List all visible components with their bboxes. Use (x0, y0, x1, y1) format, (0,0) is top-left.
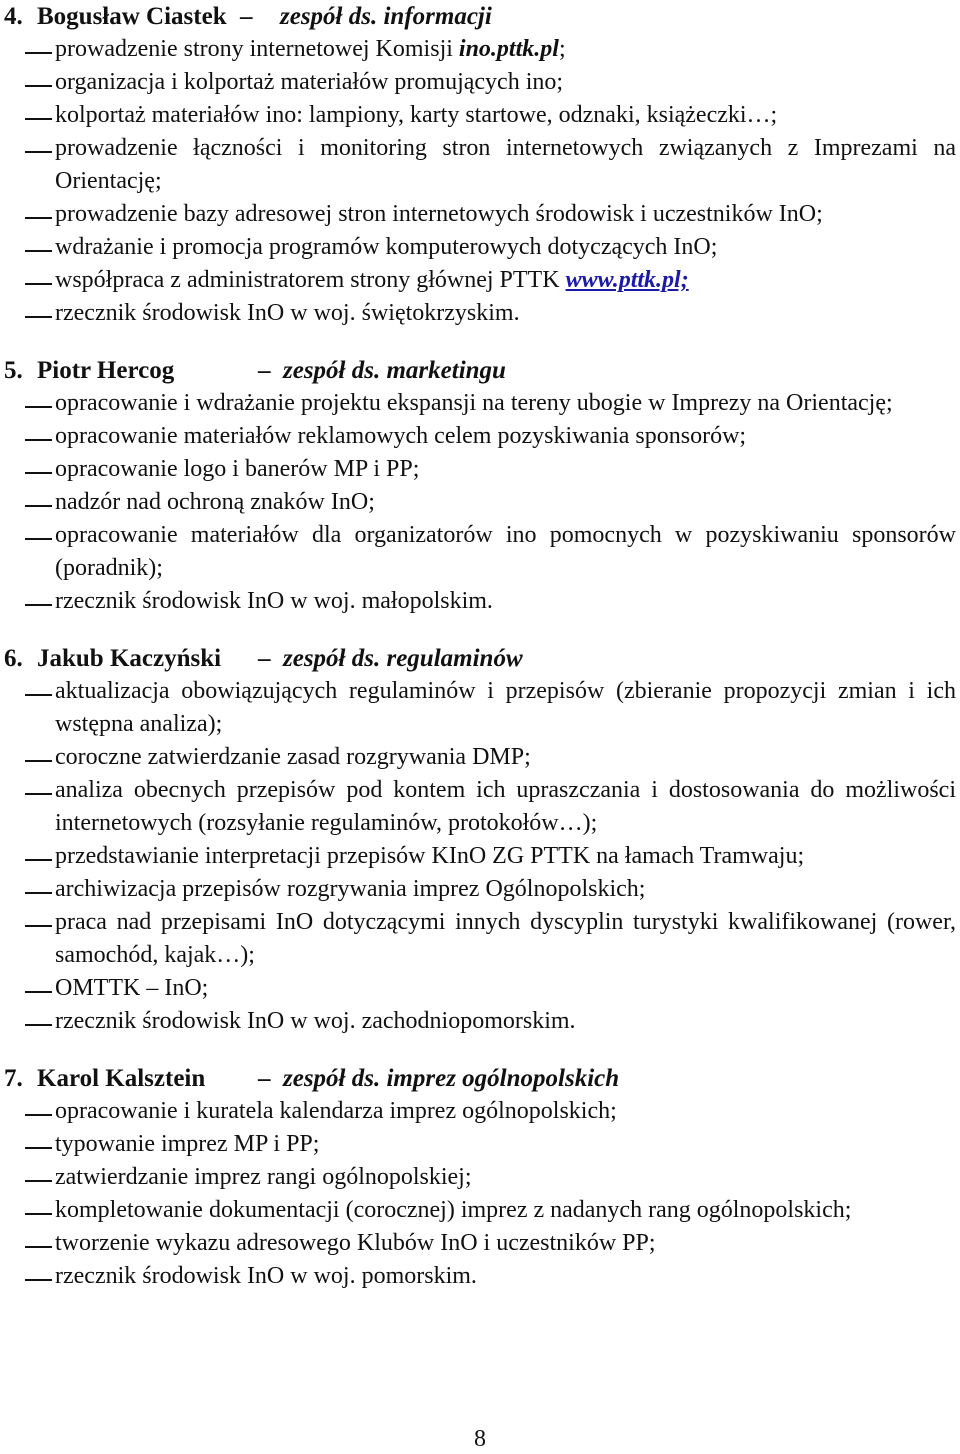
list-item (0, 66, 960, 99)
item-text: wdrażanie i promocja programów komputerowych dotyczących InO; (55, 234, 718, 260)
item-text: opracowanie i kuratela kalendarza imprez ogólnopolskich; (55, 1098, 617, 1124)
team-role: zespół ds. regulaminów (283, 645, 523, 672)
item-text: coroczne zatwierdzanie zasad rozgrywania DMP; (55, 744, 531, 770)
list-item (0, 906, 960, 972)
list-item (0, 33, 960, 66)
item-text-end: ; (558, 36, 566, 62)
list-item (0, 675, 960, 741)
item-text: praca nad przepisami InO dotyczącymi innych dyscyplin turystyki kwalifikowanej (rower, samochód, kajak…); (55, 909, 956, 968)
list-item (0, 264, 960, 297)
item-text: rzecznik środowisk InO w woj. małopolskim. (55, 588, 493, 614)
list-item (0, 486, 960, 519)
section-spacer (0, 618, 960, 642)
section-heading (0, 354, 960, 387)
list-item (0, 1161, 960, 1194)
section-heading (0, 1062, 960, 1095)
section-5 (0, 354, 960, 618)
list-item (0, 774, 960, 840)
list-item (0, 741, 960, 774)
item-text: typowanie imprez MP i PP; (55, 1131, 320, 1157)
list-item (0, 132, 960, 198)
section-heading (0, 642, 960, 675)
item-text: zatwierdzanie imprez rangi ogólnopolskiej; (55, 1164, 472, 1190)
list-item (0, 420, 960, 453)
list-item (0, 972, 960, 1005)
item-text: prowadzenie strony internetowej Komisji (55, 36, 459, 62)
item-text: OMTTK – InO; (55, 975, 209, 1001)
item-text: opracowanie i wdrażanie projektu ekspansji na tereny ubogie w Imprezy na Orientację; (55, 390, 893, 416)
list-item (0, 99, 960, 132)
team-role: zespół ds. marketingu (283, 357, 506, 384)
item-text: rzecznik środowisk InO w woj. pomorskim. (55, 1263, 477, 1289)
item-text: przedstawianie interpretacji przepisów KInO ZG PTTK na łamach Tramwaju; (55, 843, 805, 869)
list-item (0, 231, 960, 264)
item-text: analiza obecnych przepisów pod kontem ich upraszczania i dostosowania do możliwości internetowych (rozsyłanie regulaminów, protokołów…); (55, 777, 956, 836)
person-name: Piotr Hercog (37, 357, 175, 384)
section-spacer (0, 330, 960, 354)
section-4 (0, 0, 960, 330)
list-item (0, 840, 960, 873)
section-6 (0, 642, 960, 1038)
section-number: 7. (4, 1065, 23, 1092)
list-item (0, 198, 960, 231)
list-item (0, 387, 960, 420)
item-text: aktualizacja obowiązujących regulaminów i przepisów (zbieranie propozycji zmian i ich wstępna analiza); (55, 678, 956, 737)
section-7 (0, 1062, 960, 1293)
item-text: archiwizacja przepisów rozgrywania imprez Ogólnopolskich; (55, 876, 646, 902)
heading-dash: – (240, 3, 253, 30)
person-name: Jakub Kaczyński (37, 645, 222, 672)
section-number: 4. (4, 3, 23, 30)
heading-dash: – (258, 1065, 271, 1092)
item-text: opracowanie materiałów dla organizatorów ino pomocnych w pozyskiwaniu sponsorów (poradnik); (55, 522, 956, 581)
person-name: Karol Kalsztein (37, 1065, 206, 1092)
item-text: tworzenie wykazu adresowego Klubów InO i uczestników PP; (55, 1230, 656, 1256)
section-heading (0, 0, 960, 33)
list-item (0, 1128, 960, 1161)
item-text: prowadzenie łączności i monitoring stron internetowych związanych z Imprezami na Orientację; (55, 135, 956, 194)
list-item (0, 1227, 960, 1260)
person-name: Bogusław Ciastek (37, 3, 227, 30)
section-number: 6. (4, 645, 23, 672)
item-text: współpraca z administratorem strony głównej PTTK (55, 267, 566, 293)
list-item (0, 453, 960, 486)
item-text: kompletowanie dokumentacji (corocznej) imprez z nadanych rang ogólnopolskich; (55, 1197, 852, 1223)
pttk-link[interactable]: www.pttk.pl; (565, 267, 689, 293)
item-text: rzecznik środowisk InO w woj. świętokrzyskim. (55, 300, 520, 326)
heading-dash: – (258, 645, 271, 672)
item-text: nadzór nad ochroną znaków InO; (55, 489, 375, 515)
heading-dash: – (258, 357, 271, 384)
team-role: zespół ds. imprez ogólnopolskich (283, 1065, 620, 1092)
list-item (0, 519, 960, 585)
item-text: rzecznik środowisk InO w woj. zachodniopomorskim. (55, 1008, 576, 1034)
list-item (0, 585, 960, 618)
list-item (0, 1005, 960, 1038)
item-text: organizacja i kolportaż materiałów promujących ino; (55, 69, 564, 95)
item-text: opracowanie materiałów reklamowych celem pozyskiwania sponsorów; (55, 423, 747, 449)
list-item (0, 873, 960, 906)
team-role: zespół ds. informacji (280, 3, 492, 30)
item-text: prowadzenie bazy adresowej stron internetowych środowisk i uczestników InO; (55, 201, 823, 227)
item-text: kolportaż materiałów ino: lampiony, karty startowe, odznaki, książeczki…; (55, 102, 778, 128)
item-emphasis: ino.pttk.pl (458, 36, 559, 62)
section-spacer (0, 1038, 960, 1062)
list-item (0, 297, 960, 330)
section-number: 5. (4, 357, 23, 384)
page-number: 8 (474, 1426, 486, 1452)
list-item (0, 1194, 960, 1227)
item-text: opracowanie logo i banerów MP i PP; (55, 456, 420, 482)
list-item (0, 1095, 960, 1128)
list-item (0, 1260, 960, 1293)
